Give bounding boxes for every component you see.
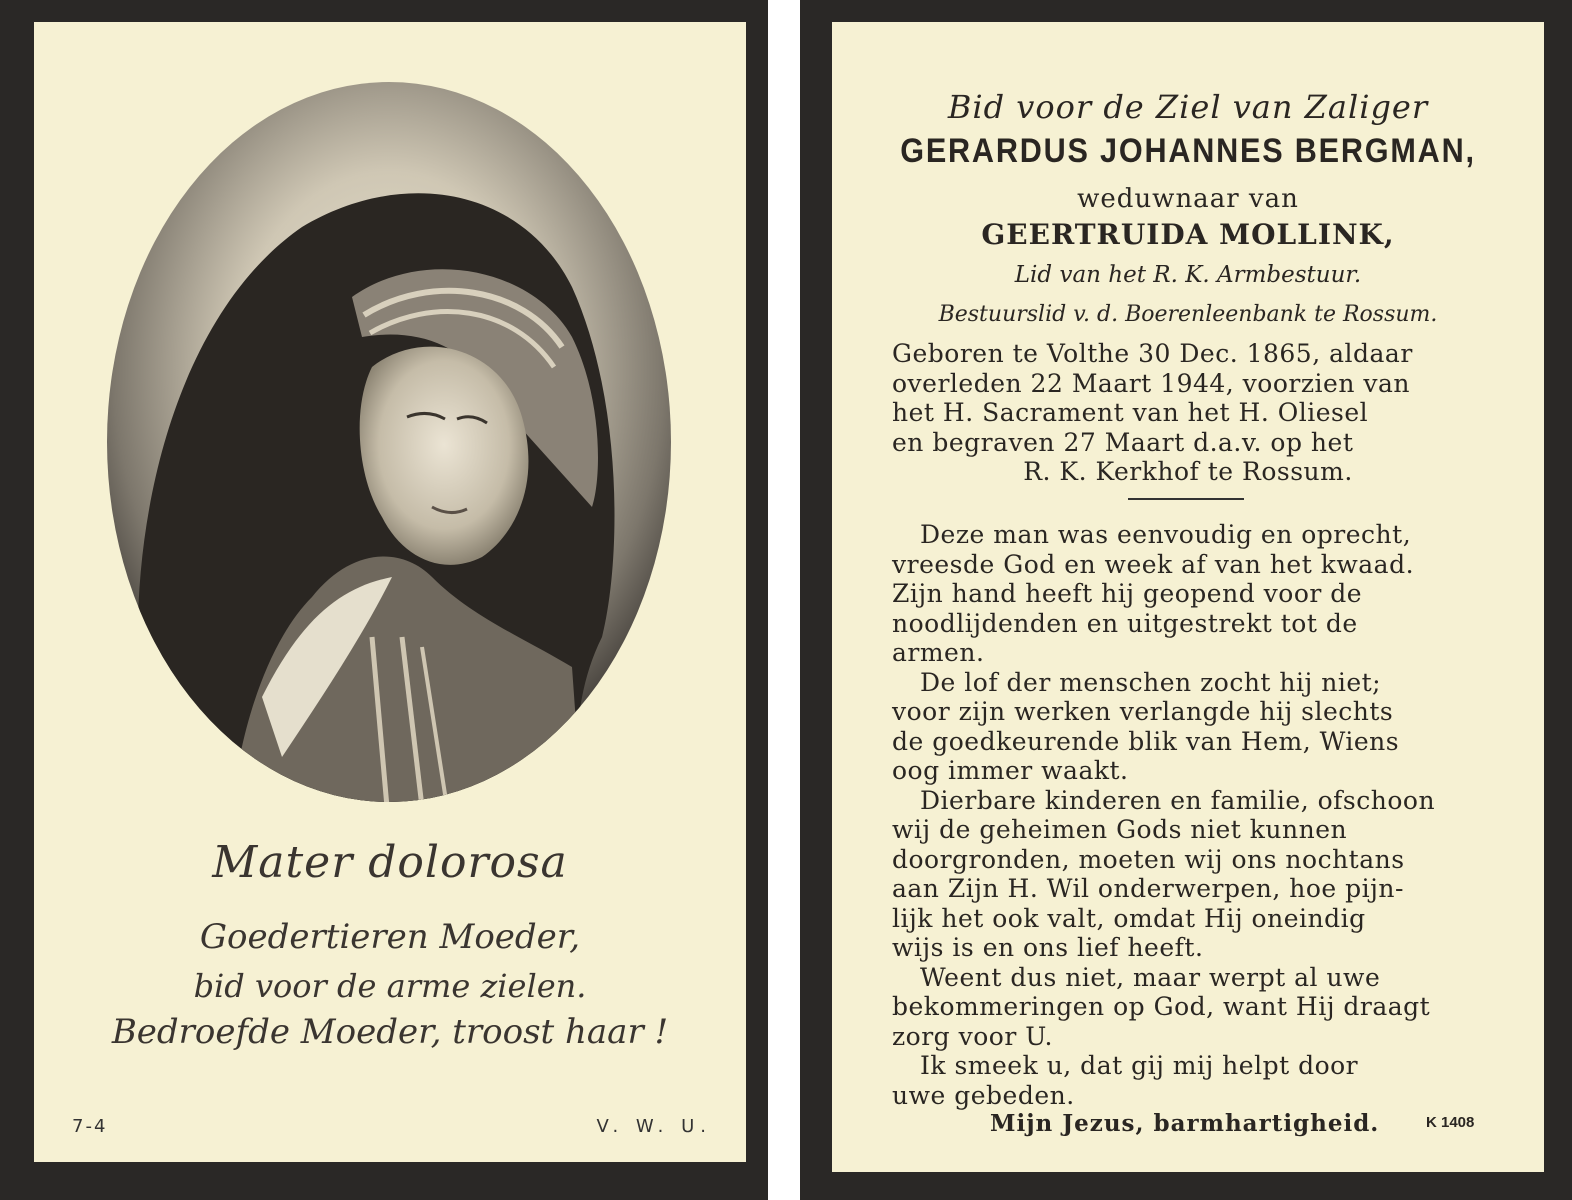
meditation-line: zorg voor U. [892,1021,1053,1051]
role-line-2: Bestuurslid v. d. Boerenleenbank te Rossum. [938,302,1438,327]
meditation-line: uwe gebeden. [892,1080,1075,1110]
closing-prayer: Mijn Jezus, barmhartigheid. [990,1110,1380,1137]
mater-dolorosa-portrait [102,77,676,807]
widower-of-label: weduwnaar van [1077,184,1299,214]
meditation-line: Weent dus niet, maar werpt al uwe [920,962,1381,992]
deceased-name: GERARDUS JOHANNES BERGMAN, [900,132,1476,170]
divider-rule [1128,498,1244,500]
meditation-line: lijk het ook valt, omdat Hij oneindig [892,903,1366,933]
publisher-mark: V. W. U. [596,1116,712,1137]
meditation-line: Deze man was eenvoudig en oprecht, [920,520,1412,549]
meditation-line: armen. [892,638,985,667]
card-front-paper [34,22,746,1162]
meditation-line: vreesde God en week af van het kwaad. [892,549,1415,579]
bio-line: het H. Sacrament van het H. Oliesel [892,398,1369,427]
meditation-line: De lof der menschen zocht hij niet; [920,667,1382,697]
meditation-line: oog immer waakt. [892,756,1129,785]
print-code: K 1408 [1426,1114,1475,1131]
meditation-line: wijs is en ons lief heeft. [892,933,1204,962]
memorial-card-back [800,0,1572,1200]
card-back-paper [832,22,1544,1172]
meditation-line: aan Zijn H. Wil onderwerpen, hoe pijn- [892,874,1404,903]
spouse-name: GEERTRUIDA MOLLINK, [981,218,1395,251]
prayer-line-3: Bedroefde Moeder, troost haar ! [111,1012,669,1052]
meditation-line: voor zijn werken verlangde hij slechts [892,697,1394,726]
biography-text [892,339,1484,487]
print-number: 7-4 [72,1116,108,1137]
meditation-line: Zijn hand heeft hij geopend voor de [892,579,1363,608]
bio-line: R. K. Kerkhof te Rossum. [1023,457,1353,486]
meditation-line: de goedkeurende blik van Hem, Wiens [892,726,1400,756]
meditation-line: wij de geheimen Gods niet kunnen [892,815,1348,844]
bio-line: en begraven 27 Maart d.a.v. op het [892,427,1354,457]
meditation-text [892,520,1484,1110]
memorial-card-front [0,0,768,1200]
meditation-line: Ik smeek u, dat gij mij helpt door [920,1051,1359,1080]
latin-title: Mater dolorosa [212,837,568,888]
meditation-line: doorgronden, moeten wij ons nochtans [892,844,1405,874]
meditation-line: bekommeringen op God, want Hij draagt [892,992,1431,1021]
role-line-1: Lid van het R. K. Armbestuur. [1014,262,1362,288]
card-heading: Bid voor de Ziel van Zaliger [947,88,1429,126]
meditation-line: noodlijdenden en uitgestrekt tot de [892,608,1358,638]
bio-line: overleden 22 Maart 1944, voorzien van [892,368,1410,398]
meditation-line: Dierbare kinderen en familie, ofschoon [920,785,1436,815]
prayer-line-1: Goedertieren Moeder, [199,917,581,957]
prayer-line-2: bid voor de arme zielen. [193,967,587,1005]
bio-line: Geboren te Volthe 30 Dec. 1865, aldaar [892,339,1413,368]
